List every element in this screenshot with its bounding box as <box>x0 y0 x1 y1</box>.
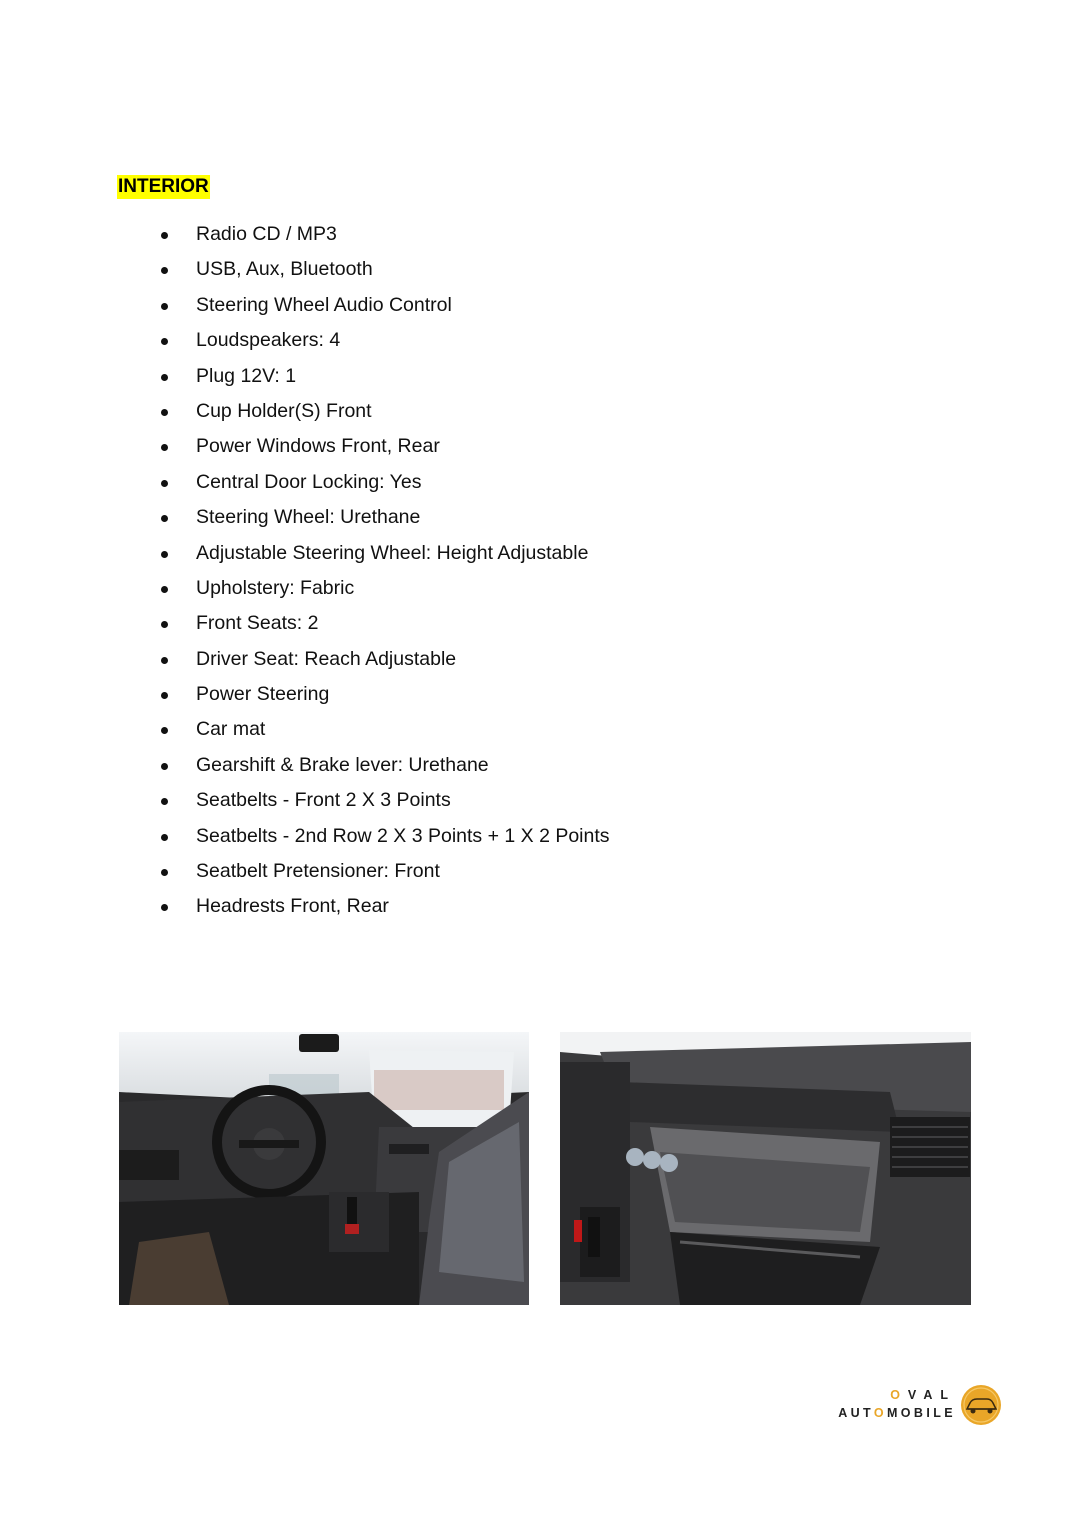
list-item-text: Power Steering <box>196 683 330 706</box>
list-item-text: Seatbelts - 2nd Row 2 X 3 Points + 1 X 2 Points <box>196 824 610 847</box>
list-item-text: Adjustable Steering Wheel: Height Adjustable <box>196 541 589 564</box>
list-item-text: Upholstery: Fabric <box>196 576 355 599</box>
bullet-icon <box>161 869 168 876</box>
bullet-icon <box>161 727 168 734</box>
bullet-icon <box>161 338 168 345</box>
bullet-icon <box>161 798 168 805</box>
logo-wordmark-bottom: AUTOMOBILE <box>838 1406 956 1420</box>
list-item-text: Power Windows Front, Rear <box>196 435 440 458</box>
list-item-text: Plug 12V: 1 <box>196 364 297 387</box>
list-item-text: USB, Aux, Bluetooth <box>196 258 373 281</box>
bullet-icon <box>161 480 168 487</box>
bullet-icon <box>161 303 168 310</box>
bullet-icon <box>161 409 168 416</box>
list-item-text: Cup Holder(S) Front <box>196 399 372 422</box>
section-heading: INTERIOR <box>118 176 209 197</box>
bullet-icon <box>161 374 168 381</box>
logo-wordmark-top: OVAL <box>890 1388 956 1402</box>
list-item-text: Steering Wheel Audio Control <box>196 293 452 316</box>
list-item-text: Loudspeakers: 4 <box>196 329 341 352</box>
list-item-text: Front Seats: 2 <box>196 612 319 635</box>
bullet-icon <box>161 621 168 628</box>
cabin-interior-photo <box>119 1032 529 1305</box>
oval-automobile-logo <box>832 1384 1002 1426</box>
bullet-icon <box>161 657 168 664</box>
list-item-text: Driver Seat: Reach Adjustable <box>196 647 457 670</box>
list-item-text: Steering Wheel: Urethane <box>196 506 421 529</box>
list-item-text: Headrests Front, Rear <box>196 895 389 918</box>
bullet-icon <box>161 515 168 522</box>
list-item-text: Radio CD / MP3 <box>196 223 337 245</box>
bullet-icon <box>161 551 168 558</box>
bullet-icon <box>161 904 168 911</box>
bullet-icon <box>161 763 168 770</box>
bullet-icon <box>161 692 168 699</box>
bullet-icon <box>161 444 168 451</box>
bullet-icon <box>161 586 168 593</box>
glovebox-photo <box>560 1032 971 1305</box>
list-item-text: Gearshift & Brake lever: Urethane <box>196 753 489 776</box>
list-item-text: Seatbelt Pretensioner: Front <box>196 860 440 883</box>
bullet-icon <box>161 267 168 274</box>
list-item-text: Central Door Locking: Yes <box>196 470 422 493</box>
list-item-text: Car mat <box>196 718 266 741</box>
bullet-icon <box>161 232 168 239</box>
list-item-text: Seatbelts - Front 2 X 3 Points <box>196 789 451 812</box>
car-emblem-icon <box>960 1384 1002 1426</box>
bullet-icon <box>161 834 168 841</box>
